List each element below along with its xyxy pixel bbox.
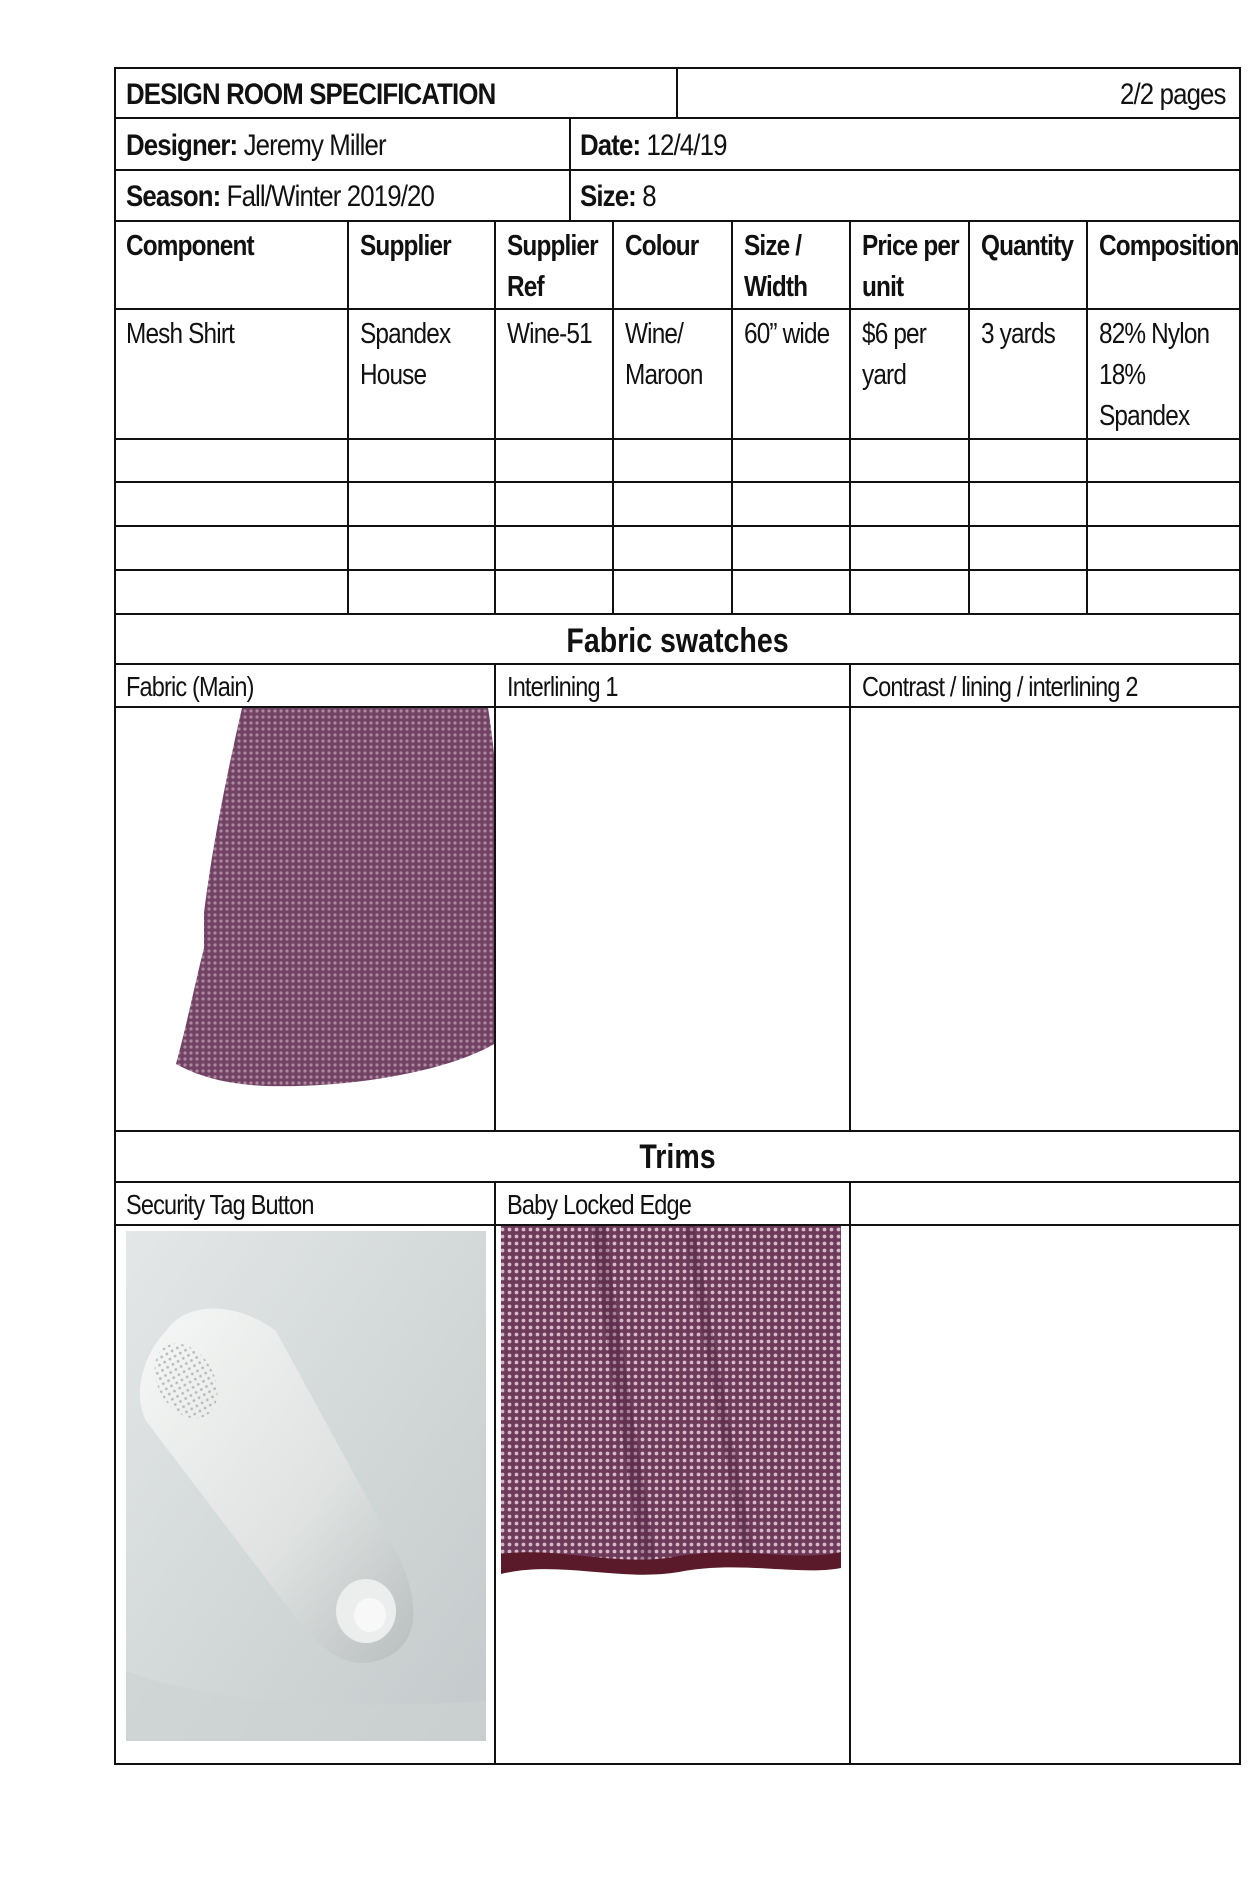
- security-tag-photo-icon: [126, 1231, 486, 1741]
- column-header-size-width: Size / Width: [744, 230, 808, 303]
- spec-sheet: [114, 67, 1241, 1765]
- season-label: Season:: [126, 180, 221, 213]
- page-count: 2/2 pages: [1120, 78, 1226, 111]
- interlining-1-label: Interlining 1: [507, 671, 618, 702]
- cell-quantity: 3 yards: [981, 318, 1056, 350]
- frame-right: [1239, 67, 1241, 1765]
- column-header-supplier-ref: Supplier Ref: [507, 230, 598, 303]
- cell-composition: 82% Nylon 18% Spandex: [1099, 318, 1210, 432]
- contrast-lining-label: Contrast / lining / interlining 2: [862, 671, 1138, 702]
- cell-price: $6 per yard: [862, 318, 927, 391]
- size-value: 8: [635, 180, 656, 213]
- season-field: [126, 176, 434, 217]
- designer-value: Jeremy Miller: [237, 129, 386, 162]
- frame-bottom: [114, 1763, 1241, 1765]
- cell-component: Mesh Shirt: [126, 318, 235, 350]
- document-title: DESIGN ROOM SPECIFICATION: [126, 78, 496, 111]
- size-field: [580, 176, 656, 217]
- baby-locked-edge-swatch-icon: [499, 1226, 845, 1601]
- fabric-swatches-title: Fabric swatches: [566, 622, 789, 660]
- trims-title: Trims: [639, 1138, 716, 1176]
- date-label: Date:: [580, 129, 641, 162]
- cell-size-width: 60” wide: [744, 318, 830, 350]
- cell-supplier: Spandex House: [360, 318, 451, 391]
- season-value: Fall/Winter 2019/20: [220, 180, 435, 213]
- column-header-composition: Composition: [1099, 230, 1239, 262]
- fabric-main-label: Fabric (Main): [126, 671, 254, 702]
- cell-colour: Wine/ Maroon: [625, 318, 703, 391]
- baby-locked-edge-label: Baby Locked Edge: [507, 1189, 692, 1220]
- date-field: [580, 125, 727, 166]
- mesh-fabric-swatch-icon: [116, 708, 494, 1129]
- designer-label: Designer:: [126, 129, 238, 162]
- size-label: Size:: [580, 180, 636, 213]
- column-header-quantity: Quantity: [981, 230, 1074, 262]
- column-header-component: Component: [126, 230, 254, 262]
- security-tag-label: Security Tag Button: [126, 1189, 314, 1220]
- column-header-supplier: Supplier: [360, 230, 451, 262]
- column-header-colour: Colour: [625, 230, 699, 262]
- date-value: 12/4/19: [640, 129, 727, 162]
- cell-supplier-ref: Wine-51: [507, 318, 592, 350]
- column-header-price: Price per unit: [862, 230, 959, 303]
- designer-field: [126, 125, 386, 166]
